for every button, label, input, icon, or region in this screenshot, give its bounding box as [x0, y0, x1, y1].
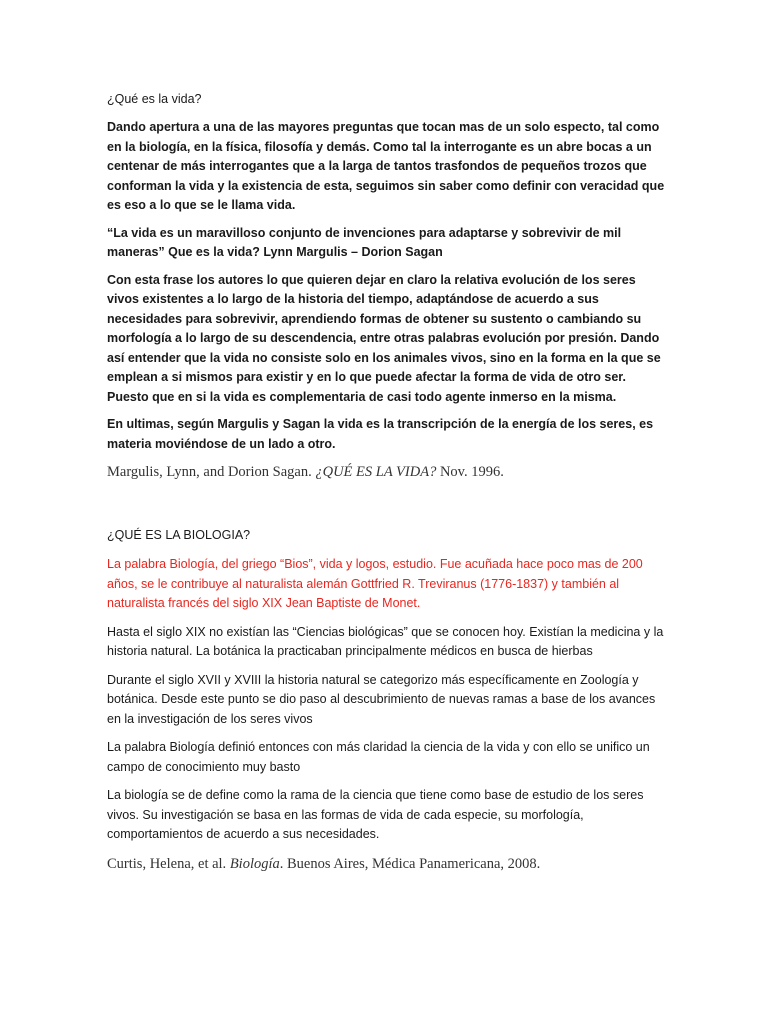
section2-citation [107, 854, 667, 874]
section1-conclusion-paragraph: En ultimas, según Margulis y Sagan la vida es la transcripción de la energía de los seres, es materia moviéndose de un lado a otro. [107, 417, 654, 451]
section2-history-paragraph: Hasta el siglo XIX no existían las “Ciencias biológicas” que se conocen hoy. Existían la medicina y la historia natural. La botánica la practicaban principalmente médicos en busca de hierbas [107, 624, 664, 658]
section1-intro-paragraph: Dando apertura a una de las mayores preguntas que tocan mas de un solo especto, tal como en la biología, en la física, filosofía y demás. Como tal la interrogante es un abre bocas a un centenar de más interrogantes que a la larga de tantos trasfondos de pequeños trozos que conforman la vida y la existencia de esta, seguimos sin saber como definir con veracidad que es eso a lo que se le llama vida. [107, 120, 665, 212]
section2-definition-paragraph: La palabra Biología definió entonces con más claridad la ciencia de la vida y con ello se unifico un campo de conocimiento muy basto [107, 740, 650, 774]
section-spacer [107, 482, 667, 526]
section1-heading: ¿Qué es la vida? [107, 92, 202, 106]
citation-authors: Curtis, Helena, et al. [107, 855, 230, 872]
section2-heading: ¿QUÉ ES LA BIOLOGIA? [107, 528, 251, 542]
citation-title: Biología [229, 855, 280, 872]
section2-etymology-paragraph: La palabra Biología, del griego “Bios”, vida y logos, estudio. Fue acuñada hace poco mas de 200 años, se le contribuye al naturalista alemán Gottfried R. Treviranus (1776-1837) y también al naturalista francés del siglo XIX Jean Baptiste de Monet. [107, 557, 643, 610]
citation-title: ¿QUÉ ES LA VIDA? [315, 464, 437, 480]
section1-explanation-paragraph: Con esta frase los autores lo que quieren dejar en claro la relativa evolución de los seres vivos existentes a lo largo de la historia del tiempo, adaptándose de acuerdo a sus necesidades para sobrevivir, aprendiendo formas de obtener su sustento o cambiando su morfología a lo largo de su descendencia, entre otras palabras evolución por presión. Dando así entender que la vida no consiste solo en los animales vivos, sino en la forma en la que se emplean a si mismos para existir y en lo que puede afectar la forma de vida de otro ser. Puesto que en si la vida es complementaria de casi todo agente inmerso en la misma. [107, 272, 661, 404]
section2-categorization-paragraph: Durante el siglo XVII y XVIII la historia natural se categorizo más específicamente en Zoología y botánica. Desde este punto se dio paso al descubrimiento de nuevas ramas a base de los avances en la investigación de los seres vivos [107, 672, 656, 726]
section2-study-paragraph: La biología se de define como la rama de la ciencia que tiene como base de estudio de los seres vivos. Su investigación se basa en las formas de vida de cada especie, su morfología, comportamientos de acuerdo a sus necesidades. [107, 788, 644, 841]
section1-citation [107, 462, 667, 482]
section1-quote: “La vida es un maravilloso conjunto de invenciones para adaptarse y sobrevivir de mil maneras” Que es la vida? Lynn Margulis – Dorion Sagan [107, 225, 622, 259]
citation-publisher: . Buenos Aires, Médica Panamericana, 2008. [279, 855, 541, 872]
citation-authors: Margulis, Lynn, and Dorion Sagan. [107, 464, 316, 480]
citation-date: Nov. 1996. [436, 464, 504, 480]
document-page [107, 90, 667, 874]
